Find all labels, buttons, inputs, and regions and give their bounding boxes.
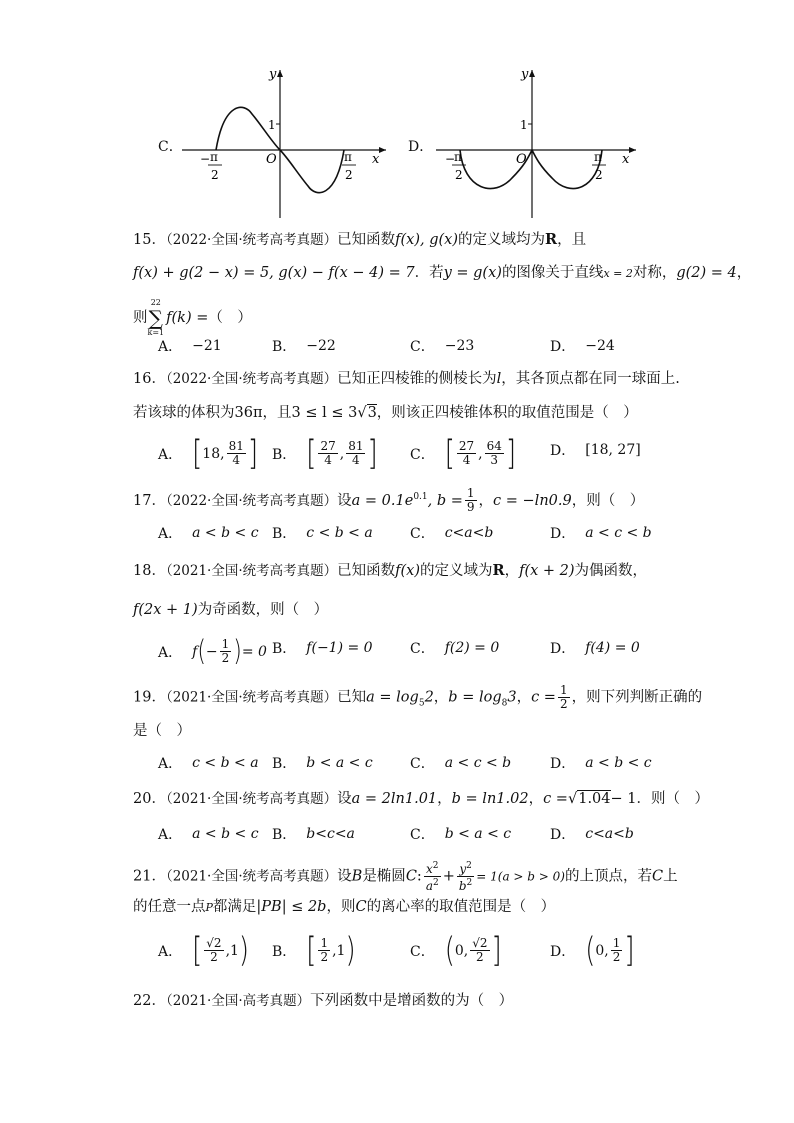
option-d[interactable]: D． [18, 27]	[550, 442, 641, 459]
question-source: （2022·全国·统考高考真题）	[165, 232, 338, 248]
graph-c-one: 1	[268, 118, 276, 132]
question-number: 21．	[133, 868, 166, 885]
option-d[interactable]: D． f(4) = 0	[550, 640, 640, 657]
graph-d-neg-two: 2	[455, 168, 463, 182]
question-15-line-3: 则 22 ∑ k=1 f(k) =（ ）	[133, 298, 252, 337]
question-15-line-1: 15．（2022·全国·统考高考真题）已知函数f(x), g(x)的定义域均为R，且	[133, 231, 587, 248]
question-21-line-1: 21．（2021·全国·统考高考真题）设B是椭圆C: $\frac{x^2}{a^2}$ + $\frac{y^2}{b^2}$ = 1(a > b > 0)的上顶点，若C上	[133, 861, 678, 893]
question-15-options	[158, 336, 678, 364]
graph-c	[180, 62, 400, 224]
question-number: 18．	[133, 563, 166, 579]
question-18-options	[158, 634, 678, 670]
question-number: 22．	[133, 993, 166, 1009]
option-b[interactable]: B． [ $\frac{27}{4}$ , $\frac{81}{4}$ ]	[272, 434, 378, 473]
graph-c-y-label: y	[269, 67, 277, 82]
question-source: （2022·全国·统考高考真题）	[165, 492, 338, 509]
graph-c-label: C．	[158, 139, 183, 155]
question-16-line-1: 16．（2022·全国·统考高考真题）已知正四棱锥的侧棱长为l，其各顶点都在同一球面上.	[133, 371, 680, 387]
question-19-line-1: 19．（2021·全国·统考高考真题）已知$a = \log_52$，$b = \log_83$，c = $\frac{1}{2}$ ，则下列判断正确的	[133, 683, 703, 711]
question-source: （2021·全国·统考高考真题）	[165, 563, 338, 579]
graph-c-x-arrow	[379, 147, 386, 153]
graph-d-x-label: x	[622, 152, 630, 167]
option-d[interactable]: D． a < c < b	[550, 525, 652, 542]
option-c[interactable]: C． [ $\frac{27}{4}$ , $\frac{64}{3}$ ]	[410, 434, 517, 473]
question-source: （2022·全国·统考高考真题）	[165, 371, 338, 387]
answer-graphs	[150, 62, 650, 224]
graph-d	[432, 62, 642, 224]
graph-d-origin: O	[516, 152, 527, 167]
option-c[interactable]: C． −23	[410, 338, 475, 355]
option-c[interactable]: C． ( 0, $\frac{√2}{2}$ ]	[410, 931, 502, 970]
question-number: 20．	[133, 791, 166, 807]
question-number: 17．	[133, 492, 166, 509]
option-b[interactable]: B． b<c<a	[272, 826, 355, 843]
question-20-line-1: 20．（2021·全国·统考高考真题）设a = 2ln1.01，b = ln1.02，c =√1.04− 1．则（ ）	[133, 791, 709, 807]
option-a[interactable]: A． −21	[158, 338, 222, 355]
graph-d-one: 1	[520, 118, 528, 132]
graph-d-pos-two: 2	[595, 168, 603, 182]
graph-c-y-arrow	[277, 70, 283, 77]
graph-d-x-arrow	[629, 147, 636, 153]
option-a[interactable]: A． c < b < a	[158, 755, 259, 772]
option-b[interactable]: B． c < b < a	[272, 525, 373, 542]
option-d[interactable]: D． a < b < c	[550, 755, 652, 772]
question-18-line-2: f(2x + 1)为奇函数，则（ ）	[133, 602, 329, 618]
option-c[interactable]: C． f(2) = 0	[410, 640, 500, 657]
option-c[interactable]: C． b < a < c	[410, 826, 512, 843]
option-d[interactable]: D． −24	[550, 338, 615, 355]
graph-c-origin: O	[266, 152, 277, 167]
option-a[interactable]: A． a < b < c	[158, 826, 259, 843]
question-21-line-2: 的任意一点P都满足|PB| ≤ 2b，则C的离心率的取值范围是（ ）	[133, 899, 556, 915]
graph-d-curve	[460, 150, 602, 189]
graph-d-pos-pi: π	[594, 150, 602, 164]
graph-d-label: D．	[408, 139, 434, 155]
option-a[interactable]: A． [ 18 , $\frac{81}{4}$ ]	[158, 434, 258, 473]
question-source: （2021·全国·统考高考真题）	[165, 868, 338, 885]
option-b[interactable]: B． f(−1) = 0	[272, 640, 373, 657]
question-number: 19．	[133, 689, 166, 706]
graph-d-neg-sign: −	[445, 152, 456, 166]
question-number: 16．	[133, 371, 166, 387]
question-16-options	[158, 434, 678, 476]
option-a[interactable]: A． f ( − $\frac{1}{2}$ ) = 0	[158, 634, 267, 668]
question-source: （2021·全国·高考真题）	[165, 993, 311, 1009]
option-a[interactable]: A． a < b < c	[158, 525, 259, 542]
question-15-line-2: f(x) + g(2 − x) = 5, g(x) − f(x − 4) = 7．若y = g(x)的图像关于直线x = 2对称，g(2) = 4，	[133, 265, 752, 281]
graph-c-neg-two: 2	[211, 168, 219, 182]
question-19-line-2: 是（ ）	[133, 723, 191, 739]
question-22-line-1: 22．（2021·全国·高考真题）下列函数中是增函数的为（ ）	[133, 993, 514, 1009]
option-c[interactable]: C． c<a<b	[410, 525, 494, 542]
option-b[interactable]: B． −22	[272, 338, 336, 355]
graph-c-neg-pi: π	[210, 150, 218, 164]
question-source: （2021·全国·统考高考真题）	[165, 791, 338, 807]
graph-c-pos-two: 2	[345, 168, 353, 182]
question-source: （2021·全国·统考高考真题）	[165, 689, 338, 706]
question-16-line-2: 若该球的体积为36π，且3 ≤ l ≤ 3√3，则该正四棱锥体积的取值范围是（ ）	[133, 405, 638, 421]
option-c[interactable]: C． a < c < b	[410, 755, 512, 772]
graph-c-pos-pi: π	[344, 150, 352, 164]
question-number: 15．	[133, 232, 166, 248]
graph-d-y-label: y	[521, 67, 529, 82]
summation: 22 ∑ k=1	[147, 298, 165, 337]
question-20-options	[158, 824, 678, 852]
option-d[interactable]: D． ( 0, $\frac{1}{2}$ ]	[550, 931, 635, 970]
graph-d-y-arrow	[529, 70, 535, 77]
question-21-options	[158, 931, 678, 973]
question-17-options	[158, 523, 678, 551]
graph-c-neg-sign: −	[200, 152, 211, 166]
graph-c-x-label: x	[372, 152, 380, 167]
option-b[interactable]: B． [ $\frac{1}{2}$ ,1 )	[272, 931, 356, 970]
option-a[interactable]: A． [ $\frac{√2}{2}$ ,1 )	[158, 931, 250, 970]
option-d[interactable]: D． c<a<b	[550, 826, 634, 843]
graph-d-neg-pi: π	[454, 150, 462, 164]
option-b[interactable]: B． b < a < c	[272, 755, 373, 772]
question-17-line-1: 17．（2022·全国·统考高考真题）设$a = 0.1e^{0.1}$, b = $\frac{1}{9}$ ，c = −ln0.9，则（ ）	[133, 486, 645, 515]
question-19-options	[158, 753, 678, 781]
question-18-line-1: 18．（2021·全国·统考高考真题）已知函数f(x)的定义域为R，f(x + 2)为偶函数，	[133, 562, 648, 579]
